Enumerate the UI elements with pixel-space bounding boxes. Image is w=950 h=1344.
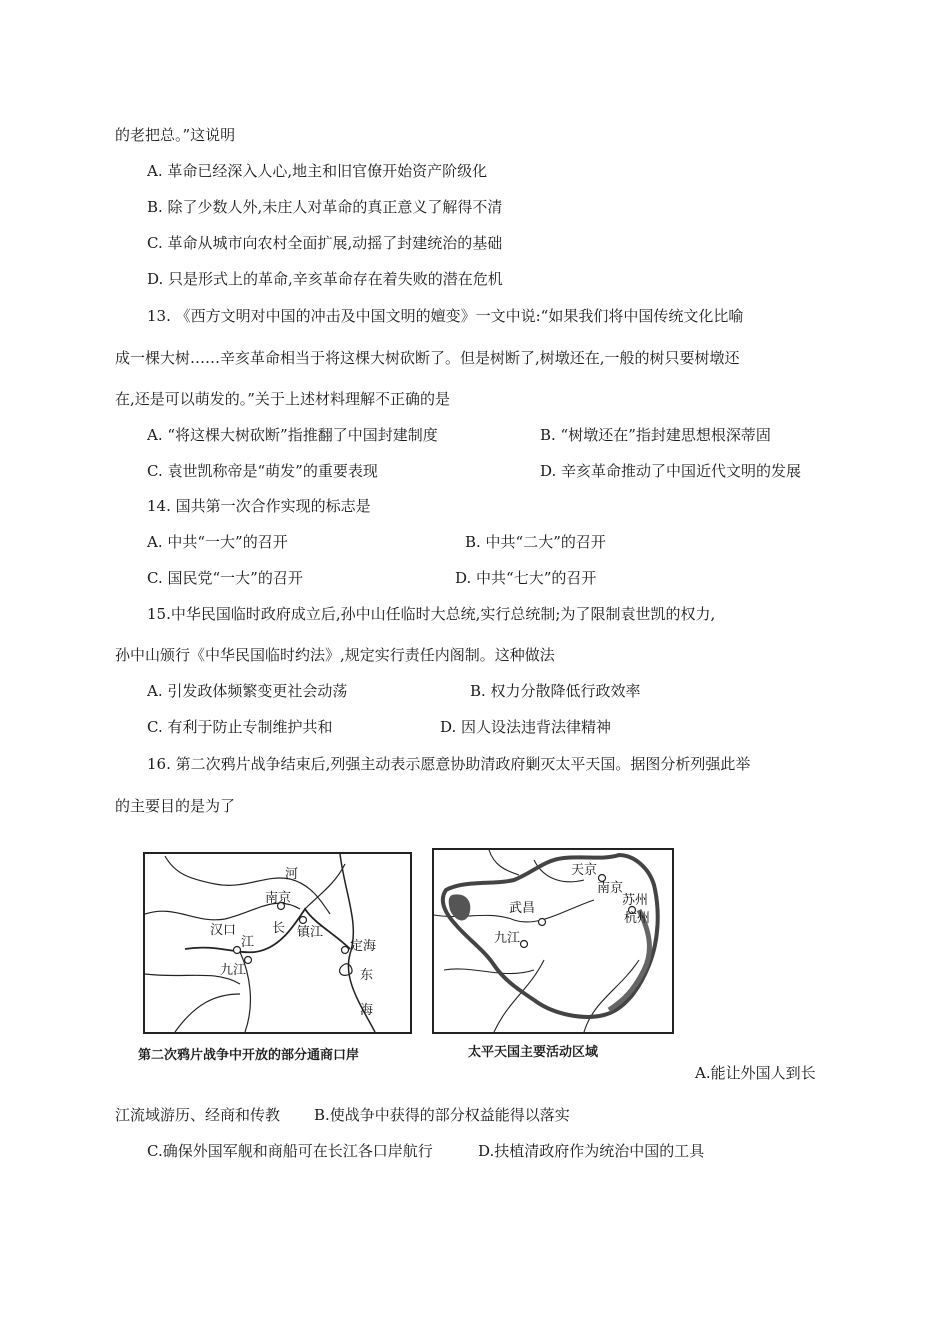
jiujiang-marker xyxy=(521,941,528,948)
map2-label-suzhou: 苏州 xyxy=(622,893,649,908)
map1-label-zhenjiang: 镇江 xyxy=(297,925,324,940)
hankou-port-marker xyxy=(234,947,241,954)
map-treaty-ports-drawing xyxy=(145,854,410,1032)
map2-label-tianjing: 天京 xyxy=(571,863,598,878)
q16-option-a-end: 江流域游历、经商和传教 xyxy=(115,1106,281,1124)
q15-option-a: A. 引发政体频繁变更社会动荡 xyxy=(147,682,348,700)
q14-option-c: C. 国民党“一大”的召开 xyxy=(147,569,303,587)
map1-label-jiang: 江 xyxy=(241,935,255,950)
island-shape xyxy=(340,964,353,976)
tributary-line xyxy=(305,864,345,909)
q13-stem-line2: 成一棵大树……辛亥革命相当于将这棵大树砍断了。但是树断了,树墩还在,一般的树只要树墩还 xyxy=(115,349,740,367)
zhenjiang-port-marker xyxy=(300,917,307,924)
q13-option-b: B. “树墩还在”指封建思想根深蒂固 xyxy=(540,426,771,444)
q13-stem-line1: 13. 《西方文明对中国的冲击及中国文明的嬗变》一文中说:“如果我们将中国传统文化比喻 xyxy=(147,307,744,325)
map-treaty-ports xyxy=(143,852,412,1034)
q13-option-a: A. “将这棵大树砍断”指推翻了中国封建制度 xyxy=(147,426,438,444)
q16-option-c: C.确保外国军舰和商船可在长江各口岸航行 xyxy=(147,1142,433,1160)
map1-caption: 第二次鸦片战争中开放的部分通商口岸 xyxy=(138,1048,360,1063)
boundary-line xyxy=(494,960,544,1032)
map1-label-he: 河 xyxy=(285,867,299,882)
river-line xyxy=(165,856,330,914)
q14-stem: 14. 国共第一次合作实现的标志是 xyxy=(147,497,371,515)
map-taiping-area xyxy=(432,848,674,1034)
map1-label-dinghai: 定海 xyxy=(350,939,377,954)
q12-option-c: C. 革命从城市向农村全面扩展,动摇了封建统治的基础 xyxy=(147,234,503,252)
q12-option-d: D. 只是形式上的革命,辛亥革命存在着失败的潜在危机 xyxy=(147,270,503,288)
dinghai-port-marker xyxy=(342,947,349,954)
map1-label-hai: 海 xyxy=(360,1003,374,1018)
map2-caption: 太平天国主要活动区域 xyxy=(468,1045,599,1060)
wuchang-marker xyxy=(539,919,546,926)
boundary-line xyxy=(175,994,240,1032)
map2-label-nanjing: 南京 xyxy=(597,881,624,896)
q16-stem-line1: 16. 第二次鸦片战争结束后,列强主动表示愿意协助清政府剿灭太平天国。据图分析列强此举 xyxy=(147,755,751,773)
q14-option-b: B. 中共“二大”的召开 xyxy=(465,533,606,551)
q15-stem-line1: 15.中华民国临时政府成立后,孙中山任临时大总统,实行总统制;为了限制袁世凯的权力, xyxy=(147,605,716,623)
map1-label-hankou: 汉口 xyxy=(210,923,237,938)
taiping-activity-boundary xyxy=(443,855,658,1017)
map1-label-jiujiang: 九江 xyxy=(220,963,247,978)
q15-option-b: B. 权力分散降低行政效率 xyxy=(470,682,641,700)
q15-option-c: C. 有利于防止专制维护共和 xyxy=(147,718,333,736)
q14-option-a: A. 中共“一大”的召开 xyxy=(147,533,288,551)
q13-option-d: D. 辛亥革命推动了中国近代文明的发展 xyxy=(540,462,802,480)
boundary-line xyxy=(444,969,534,974)
q12-stem-tail: 的老把总。”这说明 xyxy=(115,126,236,144)
q16-option-b: B.使战争中获得的部分权益能得以落实 xyxy=(314,1106,570,1124)
map1-label-chang: 长 xyxy=(272,921,286,936)
q13-option-c: C. 袁世凯称帝是“萌发”的重要表现 xyxy=(147,462,378,480)
q16-stem-line2: 的主要目的是为了 xyxy=(115,797,236,815)
map2-label-hangzhou: 杭州 xyxy=(624,911,651,926)
map1-label-dong: 东 xyxy=(360,968,374,983)
q12-option-b: B. 除了少数人外,未庄人对革命的真正意义了解得不清 xyxy=(147,198,503,216)
q15-option-d: D. 因人设法违背法律精神 xyxy=(440,718,612,736)
q15-stem-line2: 孙中山颁行《中华民国临时约法》,规定实行责任内阁制。这种做法 xyxy=(115,646,555,664)
boundary-line xyxy=(489,850,519,875)
q12-option-a: A. 革命已经深入人心,地主和旧官僚开始资产阶级化 xyxy=(147,162,488,180)
map-taiping-area-drawing xyxy=(434,850,672,1032)
q14-option-d: D. 中共“七大”的召开 xyxy=(455,569,597,587)
q16-option-d: D.扶植清政府作为统治中国的工具 xyxy=(478,1142,705,1160)
q16-option-a-start: A.能让外国人到长 xyxy=(695,1064,816,1082)
map1-label-nanjing: 南京 xyxy=(265,891,292,906)
q13-stem-line3: 在,还是可以萌发的。”关于上述材料理解不正确的是 xyxy=(115,390,450,408)
map2-label-wuchang: 武昌 xyxy=(509,901,536,916)
map2-label-jiujiang: 九江 xyxy=(494,931,521,946)
